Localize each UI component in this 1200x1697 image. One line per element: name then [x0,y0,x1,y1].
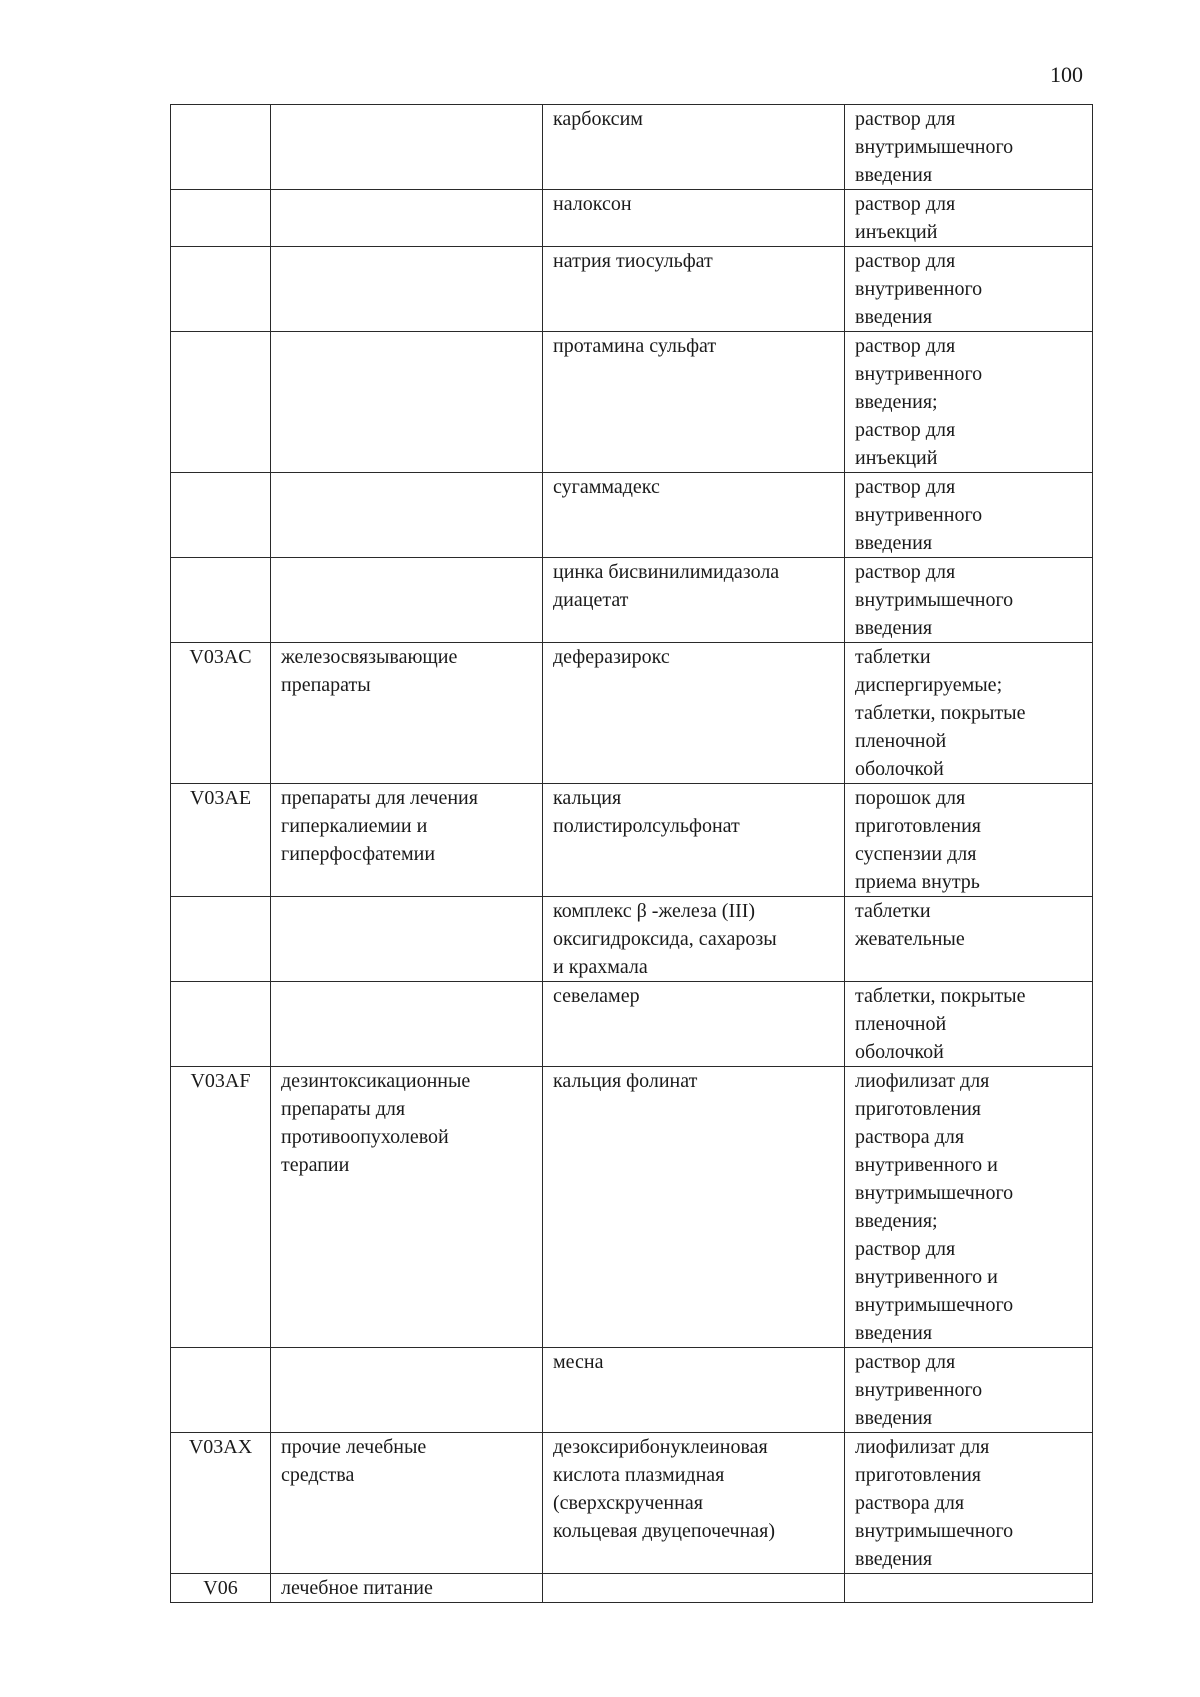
atc-code-cell [171,1348,271,1433]
group-cell [271,982,543,1067]
atc-code-cell [171,190,271,247]
dosage-form-cell [845,1574,1093,1603]
drug-name-cell: севеламер [543,982,845,1067]
table-row [171,190,1093,247]
group-cell [271,897,543,982]
drug-name-cell: комплекс β -железа (III) оксигидроксида, сахарозы и крахмала [543,897,845,982]
table-row [171,1348,1093,1433]
drug-name-cell: деферазирокс [543,643,845,784]
dosage-form-cell: порошок для приготовления суспензии для приема внутрь [845,784,1093,897]
dosage-form-cell: раствор для внутривенного введения; раствор для инъекций [845,332,1093,473]
drug-name-cell: карбоксим [543,105,845,190]
atc-code-cell: V03AE [171,784,271,897]
drug-name-cell: кальция фолинат [543,1067,845,1348]
dosage-form-cell: раствор для внутривенного введения [845,1348,1093,1433]
atc-code-cell [171,558,271,643]
table-row [171,473,1093,558]
group-cell [271,332,543,473]
dosage-form-cell: лиофилизат для приготовления раствора для внутримышечного введения [845,1433,1093,1574]
dosage-form-cell: таблетки, покрытые пленочной оболочкой [845,982,1093,1067]
group-cell [271,247,543,332]
table-row [171,1067,1093,1348]
table-row [171,1433,1093,1574]
table-row [171,105,1093,190]
drug-name-cell [543,1574,845,1603]
drug-name-cell: кальция полистиролсульфонат [543,784,845,897]
group-cell [271,473,543,558]
dosage-form-cell: раствор для внутримышечного введения [845,558,1093,643]
atc-code-cell: V03AC [171,643,271,784]
dosage-form-cell: раствор для инъекций [845,190,1093,247]
group-cell: дезинтоксикационные препараты для противоопухолевой терапии [271,1067,543,1348]
drug-name-cell: цинка бисвинилимидазола диацетат [543,558,845,643]
drug-table [170,104,1093,1603]
group-cell: препараты для лечения гиперкалиемии и гиперфосфатемии [271,784,543,897]
drug-name-cell: месна [543,1348,845,1433]
dosage-form-cell: раствор для внутримышечного введения [845,105,1093,190]
dosage-form-cell: таблетки жевательные [845,897,1093,982]
table-row [171,1574,1093,1603]
atc-code-cell [171,897,271,982]
atc-code-cell: V06 [171,1574,271,1603]
drug-name-cell: сугаммадекс [543,473,845,558]
atc-code-cell: V03AX [171,1433,271,1574]
atc-code-cell [171,105,271,190]
group-cell: прочие лечебные средства [271,1433,543,1574]
group-cell [271,190,543,247]
atc-code-cell [171,332,271,473]
dosage-form-cell: раствор для внутривенного введения [845,473,1093,558]
page-number: 100 [1050,62,1083,87]
drug-name-cell: натрия тиосульфат [543,247,845,332]
table-row [171,558,1093,643]
table-row [171,643,1093,784]
atc-code-cell [171,473,271,558]
group-cell [271,558,543,643]
dosage-form-cell: таблетки диспергируемые; таблетки, покрытые пленочной оболочкой [845,643,1093,784]
dosage-form-cell: раствор для внутривенного введения [845,247,1093,332]
atc-code-cell [171,247,271,332]
group-cell [271,1348,543,1433]
drug-name-cell: налоксон [543,190,845,247]
atc-code-cell [171,982,271,1067]
table-row [171,784,1093,897]
table-row [171,982,1093,1067]
group-cell: лечебное питание [271,1574,543,1603]
drug-name-cell: протамина сульфат [543,332,845,473]
table-row [171,332,1093,473]
drug-name-cell: дезоксирибонуклеиновая кислота плазмидная (сверхскрученная кольцевая двуцепочечная) [543,1433,845,1574]
dosage-form-cell: лиофилизат для приготовления раствора для внутривенного и внутримышечного введения; раствор для внутривенного и внутримышечного введения [845,1067,1093,1348]
atc-code-cell: V03AF [171,1067,271,1348]
group-cell [271,105,543,190]
table-row [171,247,1093,332]
table-row [171,897,1093,982]
group-cell: железосвязывающие препараты [271,643,543,784]
